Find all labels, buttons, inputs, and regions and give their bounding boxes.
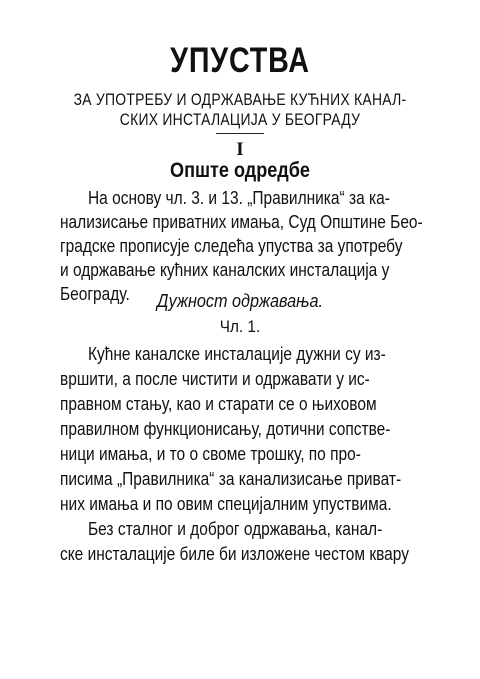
intro-line-4: и одржавање кућних каналских инсталација у <box>60 260 390 280</box>
article-label: Чл. 1. <box>219 317 261 336</box>
subtitle-line-1: ЗА УПОТРЕБУ И ОДРЖАВАЊЕ КУЋНИХ КАНАЛ- <box>73 90 407 109</box>
article-line-5: ници имања, и то о своме трошку, по про- <box>60 444 361 464</box>
intro-line-2: нализисање приватних имања, Суд Општине Бео- <box>60 212 423 232</box>
intro-line-1: На основу чл. 3. и 13. „Правилника“ за ка- <box>88 188 390 208</box>
article-line-1: Кућне каналске инсталације дужни су из- <box>88 344 386 364</box>
article-line-3: правном стању, као и старати се о њиховом <box>60 394 377 414</box>
intro-line-5: Београду. <box>60 284 130 304</box>
intro-line-3: градске прописује следећа упуства за употребу <box>60 236 403 256</box>
document-title: УПУСТВА <box>170 41 310 80</box>
article-line-4: правилном функционисању, дотични сопстве- <box>60 419 391 439</box>
article-line-7: них имања и по овим специјалним упуствима. <box>60 494 392 514</box>
italic-subheading: Дужност одржавања. <box>156 291 324 311</box>
title-divider <box>216 133 264 134</box>
article-line-6: писима „Правилника“ за канализисање приват- <box>60 469 402 489</box>
article-line-9: ске инсталације биле би изложене честом квару <box>60 544 409 564</box>
article-line-8: Без сталног и доброг одржавања, канал- <box>88 519 383 539</box>
article-line-2: вршити, а после чистити и одржавати у ис- <box>60 369 370 389</box>
section-numeral: I <box>236 139 244 160</box>
section-heading: Опште одредбе <box>170 159 310 182</box>
subtitle-line-2: СКИХ ИНСТАЛАЦИЈА У БЕОГРАДУ <box>119 110 361 129</box>
